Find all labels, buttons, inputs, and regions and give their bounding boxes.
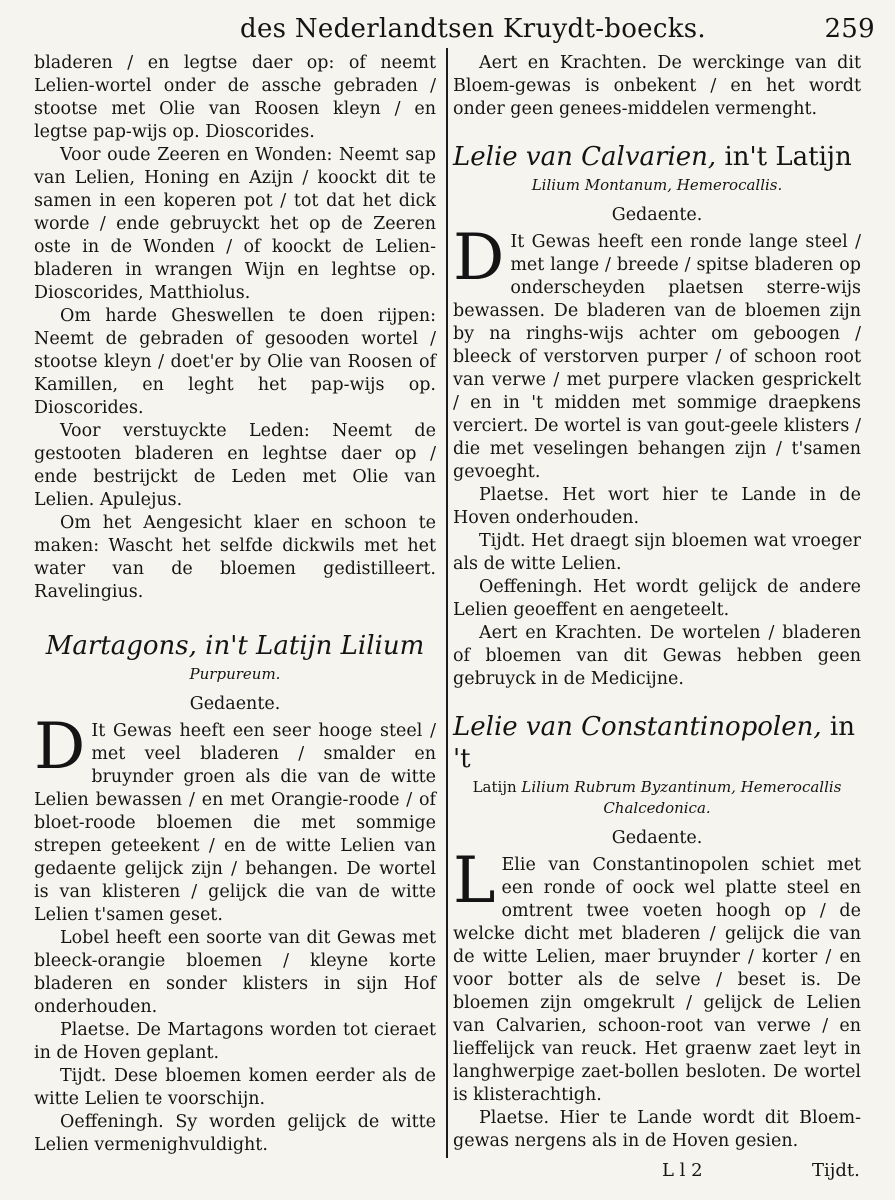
heading-subtitle — [453, 777, 861, 819]
paragraph — [453, 844, 861, 1107]
paragraph: Om harde Gheswellen te doen rijpen: Neemt de gebraden of gesooden wortel / stootse kleyn / doet'er by Olie van Roosen of Kamillen, en leght het pap-wijs op. Dioscorides. — [34, 306, 436, 418]
paragraph-text: It Gewas heeft een seer hooge steel / met veel bladeren / smalder en bruynder groen als die van de witte Lelien bewassen / en met Orangie-roode / of bloet-roode bloemen die met sommige strepen geteekent / en de witte Lelien van gedaente gelijck zijn / behangen. De wortel is van klisteren / gelijck die van de witte Lelien t'samen geset. — [34, 721, 436, 925]
drop-cap: D — [34, 710, 86, 784]
heading-title: Lelie van Calvarien, — [453, 142, 717, 172]
heading-subtitle: Purpureum. — [189, 665, 281, 683]
paragraph: Plaetse. De Martagons worden tot cieraet in de Hoven geplant. — [34, 1020, 436, 1063]
paragraph: Voor verstuyckte Leden: Neemt de gestooten bladeren en leghtse daer op / ende bestrijckt de Leden met Olie van Lelien. Apulejus. — [34, 421, 436, 510]
heading-title: Martagons, in't Latijn — [45, 631, 341, 661]
right-column — [453, 52, 861, 1153]
paragraph: bladeren / en legtse daer op: of neemt Lelien-wortel onder de assche gebraden / stootse met Olie van Roosen kleyn / en legtse pap-wijs op. Dioscorides. — [34, 53, 436, 142]
paragraph: Aert en Krachten. De wortelen / bladeren of bloemen van dit Gewas hebben geen gebruyck in de Medicijne. — [453, 623, 861, 689]
heading-rest: in 't — [453, 712, 855, 774]
heading-sub-latin: Lilium Rubrum Byzantinum, Hemerocallis Chalcedonica. — [521, 778, 842, 817]
paragraph: Oeffeningh. Sy worden gelijck de witte Lelien vermenighvuldight. — [34, 1112, 436, 1155]
catchword: Tijdt. — [812, 1160, 860, 1181]
paragraph: Om het Aengesicht klaer en schoon te maken: Wascht het selfde dickwils met het water van de bloemen gedistilleert. Ravelingius. — [34, 513, 436, 602]
heading-latin: Lilium — [340, 631, 425, 661]
running-title: des Nederlandtsen Kruydt-boecks. — [240, 14, 706, 44]
paragraph: Aert en Krachten. De werckinge van dit Bloem-gewas is onbekent / en het wordt onder geen genees-middelen vermenght. — [453, 53, 861, 119]
paragraph: Plaetse. Hier te Lande wordt dit Bloem-gewas nergens als in de Hoven gesien. — [453, 1108, 861, 1151]
paragraph: Lobel heeft een soorte van dit Gewas met bleeck-orangie bloemen / kleyne korte bladeren en sonder klisters in sijn Hof onderhouden. — [34, 928, 436, 1017]
drop-cap: D — [453, 221, 505, 295]
paragraph-text: Elie van Constantinopolen schiet met een ronde of oock wel platte steel en omtrent twee voeten hoogh op / de welcke dicht met bladeren / gelijck die van de witte Lelien, maer bruynder / korter / en voor botter als de selve / beset is. De bloemen zijn omgekrult / gelijck de Lelien van Calvarien, schoon-root van verwe / en lieffelijck van reuck. Het graenw zaet leyt in langhwerpige zaet-bollen besloten. De wortel is klisterachtigh. — [453, 855, 861, 1105]
subsection-label: Gedaente. — [189, 694, 281, 714]
paragraph: Tijdt. Het draegt sijn bloemen wat vroeger als de witte Lelien. — [453, 531, 861, 574]
paragraph: Plaetse. Het wort hier te Lande in de Hoven onderhouden. — [453, 485, 861, 528]
drop-cap: L — [453, 844, 496, 918]
column-divider — [446, 48, 448, 1158]
section-heading-martagons — [34, 630, 436, 662]
section-heading-constantinopolen — [453, 711, 861, 775]
paragraph: Tijdt. Dese bloemen komen eerder als de witte Lelien te voorschijn. — [34, 1066, 436, 1109]
heading-subtitle: Lilium Montanum, Hemerocallis. — [531, 176, 783, 194]
signature-mark: L l 2 — [662, 1160, 703, 1181]
paragraph — [34, 710, 436, 927]
left-column — [34, 52, 436, 1157]
subsection-label: Gedaente. — [611, 205, 703, 225]
heading-title: Lelie van Constantinopolen, — [453, 712, 822, 742]
subsection-label: Gedaente. — [611, 828, 703, 848]
heading-sub-prefix: Latijn — [472, 778, 522, 796]
page-number: 259 — [824, 14, 875, 44]
section-heading-calvarien — [453, 141, 861, 173]
paragraph-text: It Gewas heeft een ronde lange steel / met lange / breede / spitse bladeren op onderscheyden plaetsen sterre-wijs bewassen. De bladeren van de bloemen zijn by na ringhs-wijs achter om geboogen / bleeck of verstorven purper / of schoon root van verwe / met purpere vlacken gesprickelt / en in 't midden met sommige draepkens verciert. De wortel is van gout-geele klisters / die met veselingen behangen zijn / t'samen gevoeght. — [453, 232, 861, 482]
paragraph — [453, 221, 861, 484]
paragraph: Voor oude Zeeren en Wonden: Neemt sap van Lelien, Honing en Azijn / koockt dit te samen in een koperen pot / tot dat het dick worde / ende gebruyckt het op de Zeeren oste in de Wonden / of koockt de Lelien-bladeren in wrangen Wijn en leghtse op. Dioscorides, Matthiolus. — [34, 145, 436, 303]
paragraph: Oeffeningh. Het wordt gelijck de andere Lelien geoeffent en aengeteelt. — [453, 577, 861, 620]
running-head — [240, 14, 875, 48]
heading-rest: in't Latijn — [716, 142, 852, 172]
